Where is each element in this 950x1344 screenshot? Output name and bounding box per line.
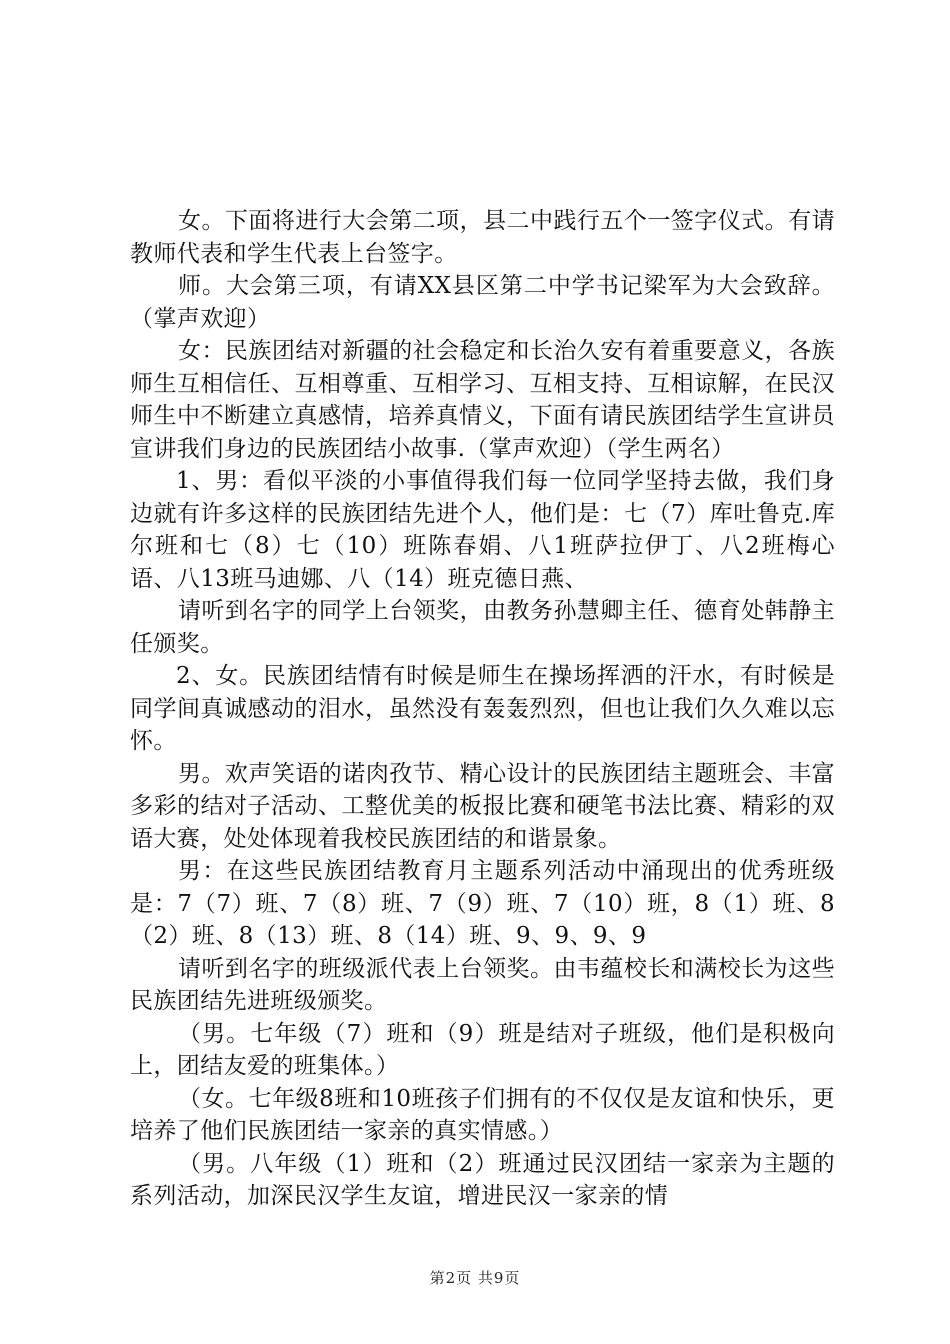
- paragraph-secretary-speech: 师。大会第三项，有请XX县区第二中学书记梁军为大会致辞。（掌声欢迎）: [130, 273, 835, 332]
- paragraph-grade7-class7-9: （男。七年级（7）班和（9）班是结对子班级，他们是积极向上，团结友爱的班集体。）: [130, 1020, 835, 1079]
- paragraph-activities: 男。欢声笑语的诺肉孜节、精心设计的民族团结主题班会、丰富多彩的结对子活动、工整优美的板报比赛和硬笔书法比赛、精彩的双语大赛，处处体现着我校民族团结的和谐景象。: [130, 760, 835, 852]
- paragraph-excellent-classes: 男：在这些民族团结教育月主题系列活动中涌现出的优秀班级是：7（7）班、7（8）班、7（9）班、7（10）班，8（1）班、8（2）班、8（13）班、8（14）班、9、9、9、9: [130, 858, 835, 949]
- paragraph-individual-awards: 请听到名字的同学上台领奖，由教务孙慧卿主任、德育处韩静主任颁奖。: [130, 598, 835, 657]
- document-body: [130, 205, 835, 1213]
- paragraph-advanced-individuals: 1、男：看似平淡的小事值得我们每一位同学坚持去做，我们身边就有许多这样的民族团结先进个人，他们是：七（7）库吐鲁克.库尔班和七（8）七（10）班陈春娟、八1班萨拉伊丁、八2班梅心语、八13班马迪娜、八（14）班克德日燕、: [130, 468, 835, 592]
- paragraph-signing-ceremony: 女。下面将进行大会第二项，县二中践行五个一签字仪式。有请教师代表和学生代表上台签字。: [130, 208, 835, 267]
- page-number-footer: 第2页 共9页: [429, 1269, 521, 1287]
- paragraph-ethnic-unity-intro: 女：民族团结对新疆的社会稳定和长治久安有着重要意义，各族师生互相信任、互相尊重、互相学习、互相支持、互相谅解，在民汉师生中不断建立真感情，培养真情义，下面有请民族团结学生宣讲员宣讲我们身边的民族团结小故事.（掌声欢迎）（学生两名）: [130, 338, 835, 462]
- paragraph-class-awards: 请听到名字的班级派代表上台领奖。由韦蕴校长和满校长为这些民族团结先进班级颁奖。: [130, 955, 835, 1014]
- paragraph-unity-memories: 2、女。民族团结情有时候是师生在操场挥洒的汗水，有时候是同学间真诚感动的泪水，虽然没有轰轰烈烈，但也让我们久久难以忘怀。: [130, 663, 835, 754]
- paragraph-grade7-class8-10: （女。七年级8班和10班孩子们拥有的不仅仅是友谊和快乐，更培养了他们民族团结一家亲的真实情感。）: [130, 1085, 835, 1144]
- paragraph-grade8-class1-2: （男。八年级（1）班和（2）班通过民汉团结一家亲为主题的系列活动，加深民汉学生友谊，增进民汉一家亲的情: [130, 1150, 835, 1209]
